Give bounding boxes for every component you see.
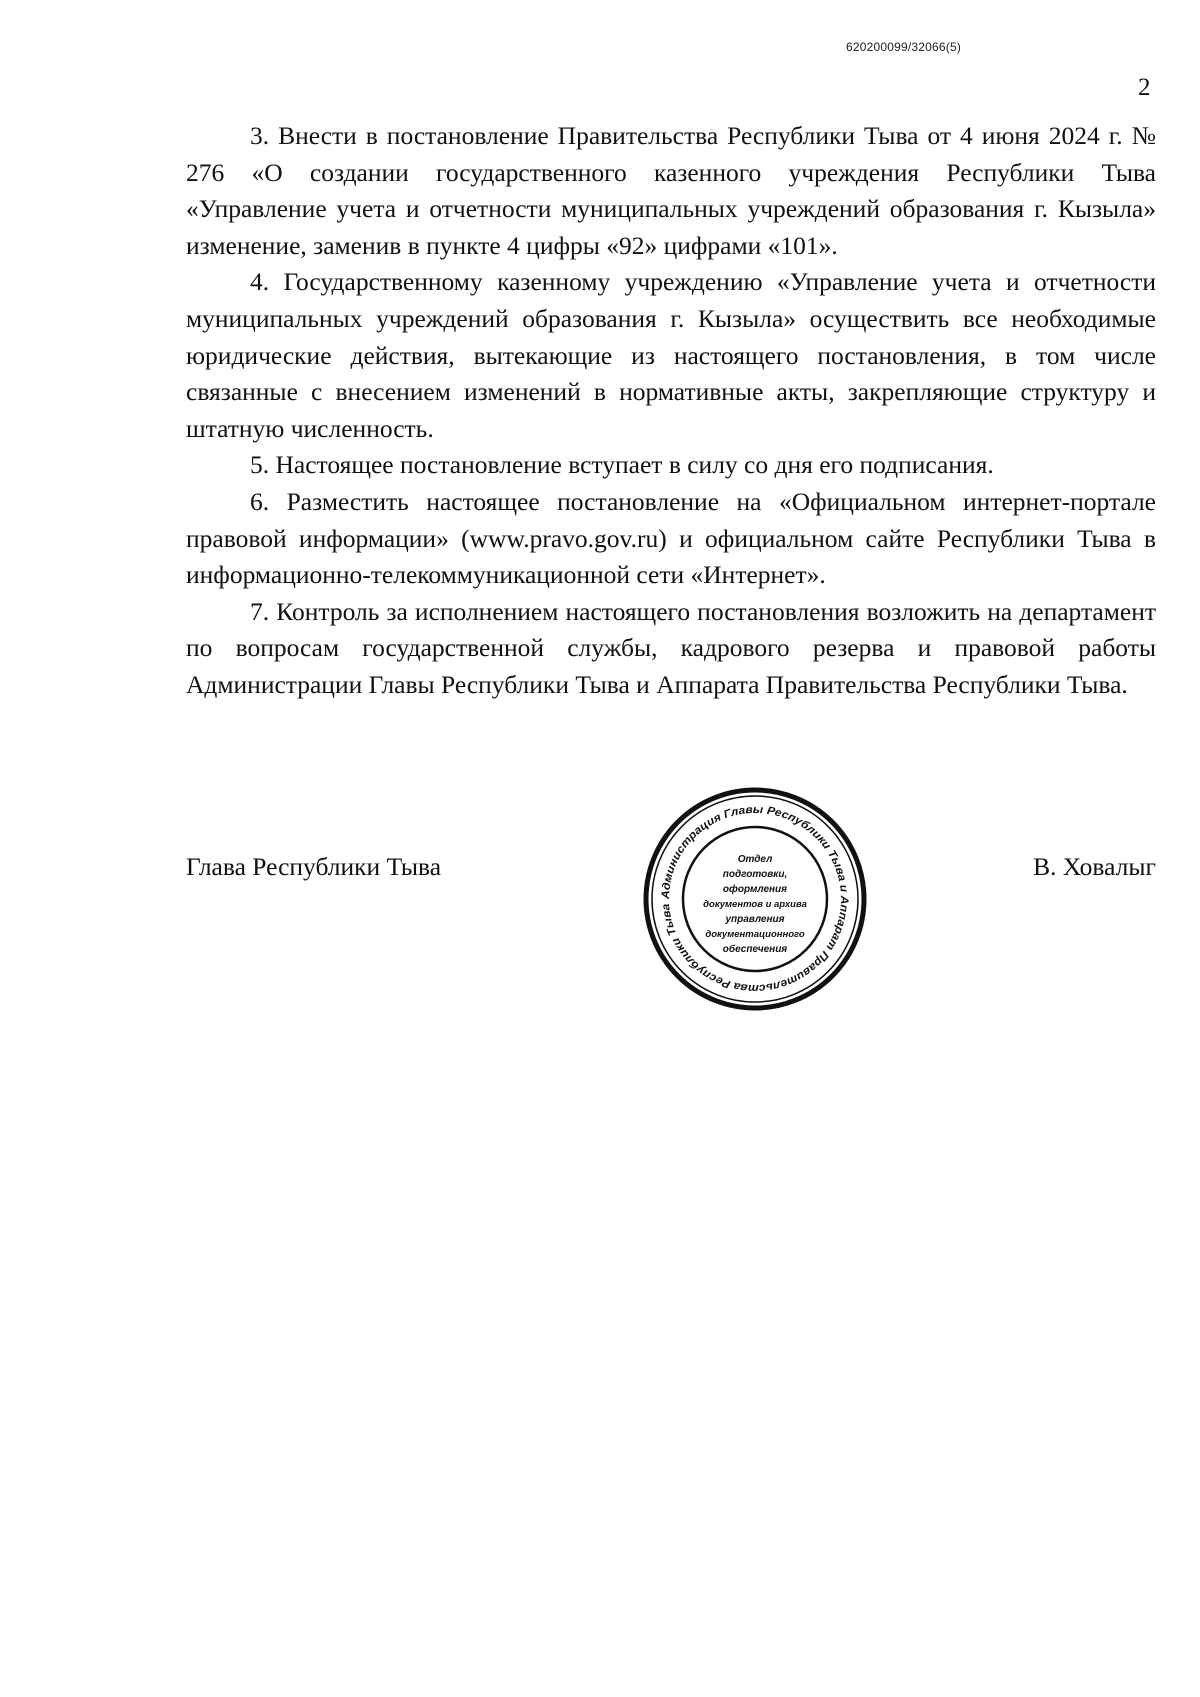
seal-center-line-5: управления: [725, 914, 785, 925]
document-body: [186, 118, 1156, 704]
signatory-name: В. Ховалыг: [1033, 852, 1156, 881]
seal-center-line-7: обеспечения: [722, 944, 788, 955]
seal-center-line-3: оформления: [722, 884, 788, 895]
seal-center-line-6: документационного: [705, 929, 805, 940]
signatory-position: Глава Республики Тыва: [186, 852, 442, 881]
seal-center-line-1: Отдел: [737, 854, 773, 865]
document-id: 620200099/32066(5): [846, 40, 962, 54]
official-seal-stamp: [642, 786, 868, 1012]
paragraph-6: 6. Разместить настоящее постановление на «Официальном интернет-портале правовой информации» (www.pravo.gov.ru) и официальном сайте Республики Тыва в информационно-телекоммуникационной сети «Интернет».: [186, 486, 1156, 590]
paragraph-7: 7. Контроль за исполнением настоящего постановления возложить на департамент по вопросам государственной службы, кадрового резерва и правовой работы Администрации Главы Республики Тыва и Аппарата Правительства Республики Тыва.: [186, 596, 1156, 699]
page-number: 2: [1138, 74, 1151, 101]
seal-center-line-2: подготовки,: [722, 869, 788, 880]
paragraph-5: 5. Настоящее постановление вступает в силу со дня его подписания.: [250, 450, 994, 480]
paragraph-3: 3. Внести в постановление Правительства Республики Тыва от 4 июня 2024 г. № 276 «О создании государственного казенного учреждения Республики Тыва «Управление учета и отчетности муниципальных учреждений образования г. Кызыла» изменение, заменив в пункте 4 цифры «92» цифрами «101».: [186, 121, 1156, 260]
seal-ring-text: Администрация Главы Республики Тыва и Аппарат Правительства Республики Тыва: [659, 803, 851, 995]
seal-center-line-4: документов и архива: [703, 899, 807, 910]
paragraph-4: 4. Государственному казенному учреждению «Управление учета и отчетности муниципальных учреждений образования г. Кызыла» осуществить все необходимые юридические действия, вытекающие из настоящего постановления, в том числе связанные с внесением изменений в нормативные акты, закрепляющие структуру и штатную численность.: [186, 267, 1156, 443]
